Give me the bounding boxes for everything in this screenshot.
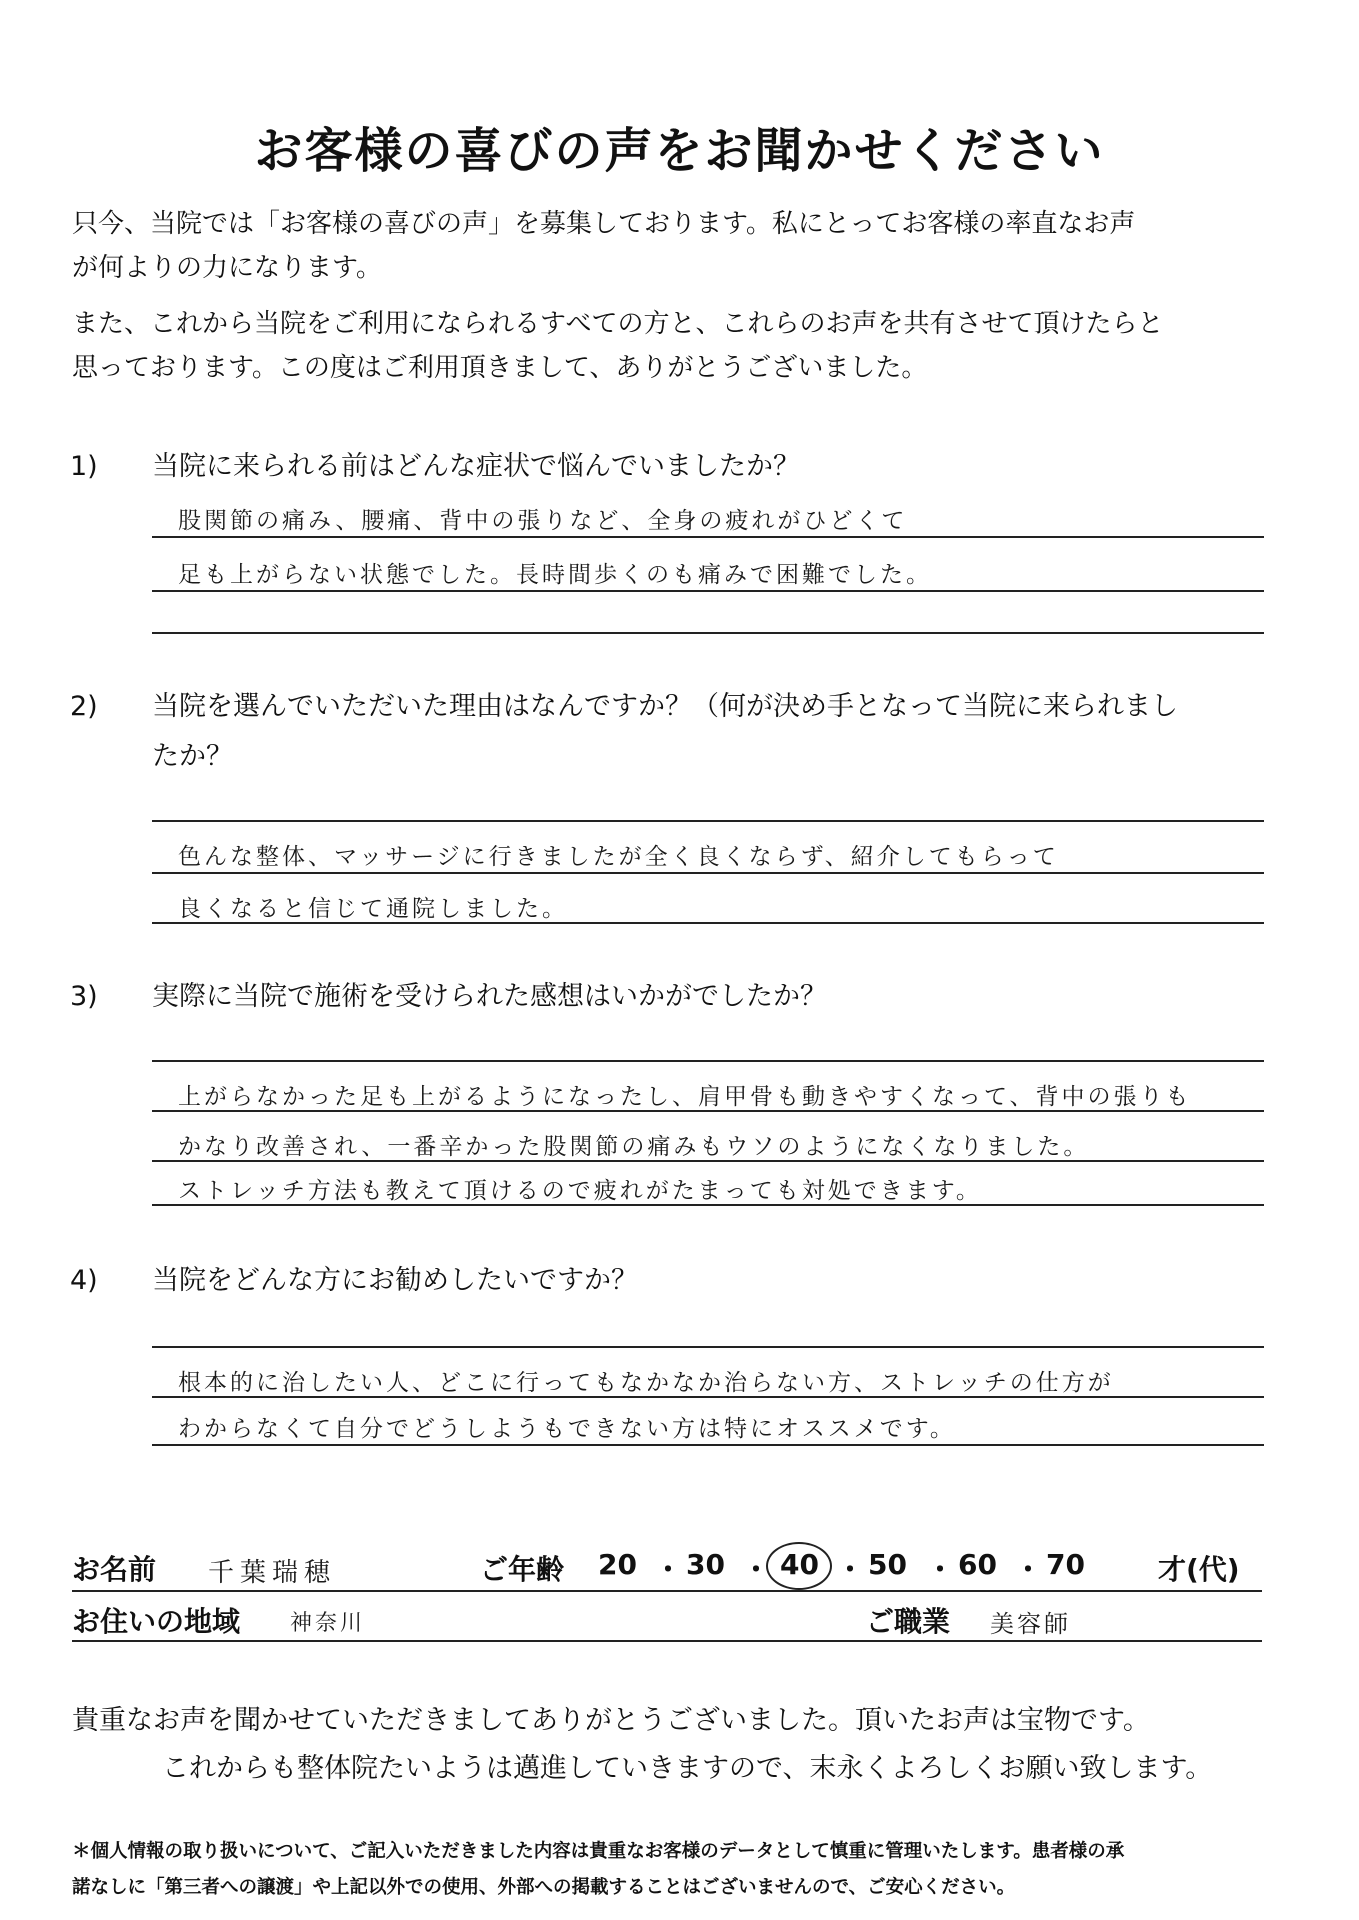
age-label: ご年齢 — [480, 1553, 565, 1586]
answer-line: 色んな整体、マッサージに行きましたが全く良くならず、紹介してもらって — [178, 844, 1059, 870]
answer-line: かなり改善され、一番辛かった股関節の痛みもウソのようになくなりました。 — [178, 1134, 1090, 1160]
job-label: ご職業 — [866, 1605, 951, 1638]
intro-line: また、これから当院をご利用になられるすべての方と、これらのお声を共有させて頂けたらと — [72, 309, 1164, 339]
intro-line: 只今、当院では「お客様の喜びの声」を募集しております。私にとってお客様の率直なお声 — [72, 209, 1136, 239]
age-suffix: 才(代) — [1158, 1553, 1240, 1586]
page-title: お客様の喜びの声をお聞かせください — [254, 123, 1105, 179]
answer-rule — [152, 1346, 1264, 1348]
age-option: 70 — [1046, 1548, 1085, 1581]
answer-line: 根本的に治したい人、どこに行ってもなかなか治らない方、ストレッチの仕方が — [178, 1370, 1114, 1396]
question-text: 当院をどんな方にお勧めしたいですか？ — [152, 1265, 638, 1296]
age-option: 50 — [868, 1548, 907, 1581]
age-option: 30 — [686, 1548, 725, 1581]
question-text: 当院を選んでいただいた理由はなんですか？（何が決め手となって当院に来られまし — [152, 691, 1178, 722]
closing-line: 貴重なお声を聞かせていただきましてありがとうございました。頂いたお声は宝物です。 — [72, 1705, 1150, 1736]
age-separator: ・ — [654, 1553, 683, 1586]
name-label: お名前 — [72, 1553, 157, 1586]
answer-rule — [152, 1204, 1264, 1206]
age-separator: ・ — [742, 1553, 771, 1586]
job-value: 美容師 — [990, 1610, 1071, 1638]
intro-line: 思っております。この度はご利用頂きまして、ありがとうございました。 — [72, 353, 928, 383]
answer-rule — [152, 820, 1264, 822]
age-option: 20 — [598, 1548, 637, 1581]
question-number: 1) — [70, 451, 98, 482]
age-separator: ・ — [926, 1553, 955, 1586]
age-option-selected: 40 — [780, 1548, 819, 1581]
answer-rule — [152, 590, 1264, 592]
area-label: お住いの地域 — [72, 1605, 241, 1638]
privacy-note: 諾なしに「第三者への譲渡」や上記以外での使用、外部への掲載することはございませんので、ご安心ください。 — [72, 1877, 1016, 1898]
privacy-note: ＊個人情報の取り扱いについて、ご記入いただきました内容は貴重なお客様のデータとして慎重に管理いたします。患者様の承 — [72, 1841, 1125, 1862]
question-text: 当院に来られる前はどんな症状で悩んでいましたか？ — [152, 451, 800, 482]
answer-line: 良くなると信じて通院しました。 — [178, 896, 568, 922]
answer-rule — [152, 1110, 1264, 1112]
answer-rule — [152, 1396, 1264, 1398]
answer-line: わからなくて自分でどうしようもできない方は特にオススメです。 — [178, 1416, 956, 1442]
answer-rule — [152, 632, 1264, 634]
age-separator: ・ — [836, 1553, 865, 1586]
age-separator: ・ — [1014, 1553, 1043, 1586]
answer-line: ストレッチ方法も教えて頂けるので疲れがたまっても対処できます。 — [178, 1178, 982, 1204]
question-text: 実際に当院で施術を受けられた感想はいかがでしたか？ — [152, 981, 827, 1012]
closing-line: これからも整体院たいようは邁進していきますので、末永くよろしくお願い致します。 — [162, 1753, 1213, 1784]
age-option: 60 — [958, 1548, 997, 1581]
answer-line: 足も上がらない状態でした。長時間歩くのも痛みで困難でした。 — [178, 562, 932, 588]
intro-line: が何よりの力になります。 — [72, 253, 382, 283]
question-number: 2) — [70, 691, 98, 722]
question-text: たか？ — [152, 741, 233, 772]
answer-rule — [152, 1444, 1264, 1446]
name-value: 千葉瑞穂 — [208, 1558, 337, 1588]
profile-rule — [72, 1640, 1262, 1642]
profile-rule — [72, 1590, 1262, 1592]
answer-rule — [152, 1160, 1264, 1162]
question-number: 3) — [70, 981, 98, 1012]
answer-line: 股関節の痛み、腰痛、背中の張りなど、全身の疲れがひどくて — [178, 508, 908, 534]
answer-rule — [152, 1060, 1264, 1062]
answer-rule — [152, 872, 1264, 874]
answer-line: 上がらなかった足も上がるようになったし、肩甲骨も動きやすくなって、背中の張りも — [178, 1084, 1192, 1110]
answer-rule — [152, 536, 1264, 538]
answer-rule — [152, 922, 1264, 924]
area-value: 神奈川 — [290, 1611, 366, 1636]
question-number: 4) — [70, 1265, 98, 1296]
